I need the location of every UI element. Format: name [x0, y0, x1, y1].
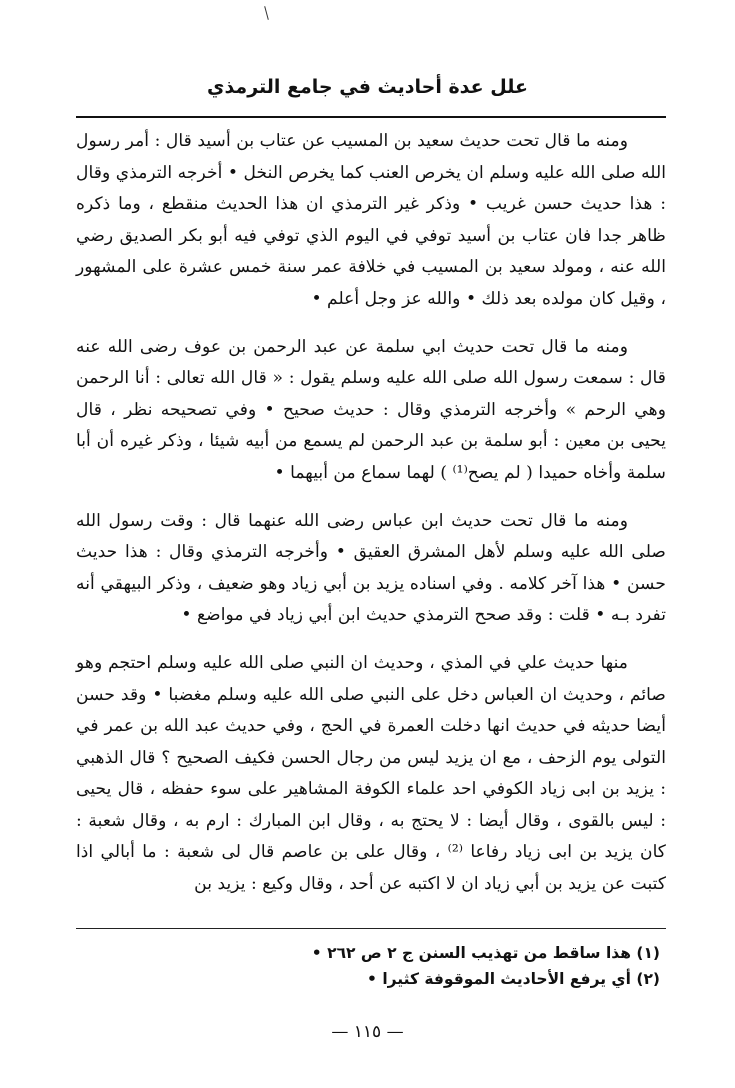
paragraph-3: ومنه ما قال تحت حديث ابن عباس رضى الله عنهما قال : وقت رسول الله صلى الله عليه وسلم لأهل المشرق العقيق • وأخرجه الترمذي وقال : هذا حديث حسن • هذا آخر كلامه . وفي اسناده يزيد بن أبي زياد وهو ضعيف ، وذكر البيهقي أنه تفرد بـه • قلت : وقد صحح الترمذي حديث ابن أبي زياد في مواضع •: [76, 510, 666, 626]
paragraph-4: منها حديث علي في المذي ، وحديث ان النبي صلى الله عليه وسلم احتجم وهو صائم ، وحديث ان العباس دخل على النبي صلى الله عليه وسلم مغضبا • وقد حسن أيضا حديثه في حديث انها دخلت العمرة في الحج ، وفي حديث عبد الله بن عمر في التولى يوم الزحف ، مع ان يزيد ليس من رجال الحسن فكيف الصحيح ؟ قال الذهبي : يزيد بن ابى زياد الكوفي احد علماء الكوفة المشاهير على سوء حفظه ، قال يحيى : ليس بالقوى ، وقال أيضا : لا يحتج به ، وقال ابن المبارك : ارم به ، وقال شعبة : كان يزيد بن ابى زياد رفاعا ⁽²⁾ ، وقال على بن عاصم قال لى شعبة : ما أبالي اذا كتبت عن يزيد بن أبي زياد ان لا اكتبه عن أحد ، وقال وكيع : يزيد بن: [76, 652, 666, 895]
footnote-2: (٢) أي يرفع الأحاديث الموقوفة كثيرا •: [367, 970, 660, 988]
footnote-rule: [76, 928, 666, 929]
paragraph-1: ومنه ما قال تحت حديث سعيد بن المسيب عن عتاب بن أسيد قال : أمر رسول الله صلى الله عليه وسلم ان يخرص العنب كما يخرص النخل • أخرجه الترمذي وقال : هذا حديث حسن غريب • وذكر غير الترمذي ان هذا الحديث منقطع ، وما ذكره ظاهر جدا فان عتاب بن أسيد توفي في اليوم الذي توفي فيه أبو بكر الصديق رضي الله عنه ، ومولد سعيد بن المسيب في خلافة عمر سنة خمس عشرة على المشهور ، وقيل كان مولده بعد ذلك • والله عز وجل أعلم •: [76, 131, 666, 309]
header-rule: [76, 116, 666, 118]
main-text: [76, 126, 666, 901]
paragraph-2: ومنه ما قال تحت حديث ابي سلمة عن عبد الرحمن بن عوف رضى الله عنه قال : سمعت رسول الله صلى الله عليه وسلم يقول : « قال الله تعالى : أنا الرحمن وهي الرحم » وأخرجه الترمذي وقال : حديث صحيح • وفي تصحيحه نظر ، قال يحيى بن معين : أبو سلمة بن عبد الرحمن لم يسمع من أبيه شيئا ، وذكر غيره أن أبا سلمة وأخاه حميدا ( لم يصح⁽¹⁾ ) لهما سماع من أبيهما •: [76, 336, 666, 483]
stray-mark: [264, 6, 269, 20]
running-header: علل عدة أحاديث في جامع الترمذي: [207, 76, 528, 98]
footnote-1: (١) هذا ساقط من تهذيب السنن ج ٢ ص ٢٦٢ •: [311, 944, 660, 962]
footnotes: [76, 940, 666, 992]
page-number: — ١١٥ —: [331, 1022, 404, 1042]
